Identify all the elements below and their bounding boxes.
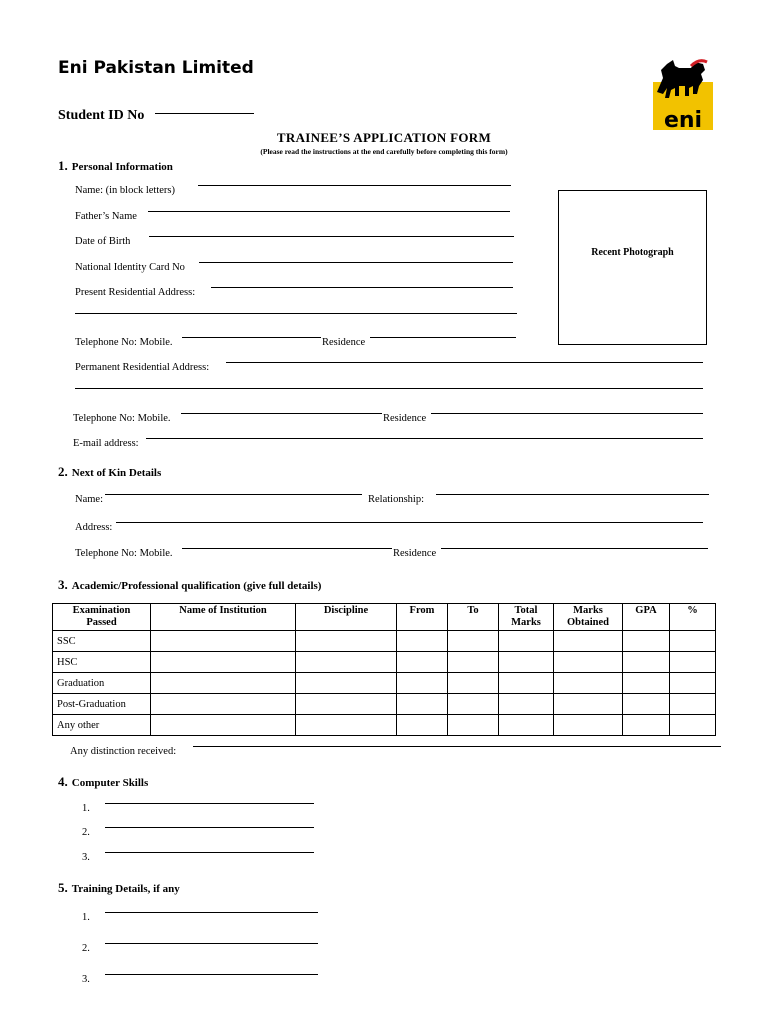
table-cell[interactable] bbox=[448, 631, 499, 652]
training-number-1: 1. bbox=[82, 912, 90, 923]
table-cell[interactable] bbox=[670, 652, 716, 673]
table-cell[interactable] bbox=[296, 694, 397, 715]
header-from: From bbox=[397, 604, 448, 631]
table-cell[interactable] bbox=[670, 715, 716, 736]
kin-telephone-mobile-label: Telephone No: Mobile. bbox=[75, 548, 173, 559]
six-legged-dog-logo-icon bbox=[651, 56, 715, 132]
header-total-marks: Total Marks bbox=[499, 604, 554, 631]
cnic-line[interactable] bbox=[199, 261, 513, 263]
row-label-any-other: Any other bbox=[53, 715, 151, 736]
table-cell[interactable] bbox=[448, 694, 499, 715]
table-cell[interactable] bbox=[151, 631, 296, 652]
table-cell[interactable] bbox=[397, 694, 448, 715]
table-cell[interactable] bbox=[499, 694, 554, 715]
father-name-line[interactable] bbox=[148, 210, 510, 212]
table-cell[interactable] bbox=[623, 652, 670, 673]
computer-skill-number-3: 3. bbox=[82, 852, 90, 863]
table-cell[interactable] bbox=[151, 715, 296, 736]
table-cell[interactable] bbox=[151, 694, 296, 715]
table-cell[interactable] bbox=[554, 694, 623, 715]
section-4-heading: 4. Computer Skills bbox=[58, 774, 149, 789]
table-row bbox=[53, 631, 716, 652]
present-address-label: Present Residential Address: bbox=[75, 287, 196, 298]
logo-text: eni bbox=[663, 108, 703, 132]
table-cell[interactable] bbox=[448, 673, 499, 694]
form-subtitle: (Please read the instructions at the end carefully before completing this form) bbox=[260, 147, 508, 156]
section-3-heading: 3. Academic/Professional qualification (give full details) bbox=[58, 577, 322, 592]
table-cell[interactable] bbox=[623, 673, 670, 694]
residence-2-line[interactable] bbox=[431, 412, 703, 414]
kin-name-line[interactable] bbox=[105, 493, 362, 495]
training-line-3[interactable] bbox=[105, 973, 318, 975]
table-row bbox=[53, 715, 716, 736]
telephone-mobile-2-line[interactable] bbox=[181, 412, 382, 414]
table-cell[interactable] bbox=[151, 652, 296, 673]
table-cell[interactable] bbox=[397, 715, 448, 736]
residence-line[interactable] bbox=[370, 336, 516, 338]
training-number-3: 3. bbox=[82, 974, 90, 985]
email-line[interactable] bbox=[146, 437, 703, 439]
table-cell[interactable] bbox=[296, 715, 397, 736]
row-label-ssc: SSC bbox=[53, 631, 151, 652]
row-label-hsc: HSC bbox=[53, 652, 151, 673]
permanent-address-line-1[interactable] bbox=[226, 361, 703, 363]
table-cell[interactable] bbox=[151, 673, 296, 694]
section-5-heading: 5. Training Details, if any bbox=[58, 880, 180, 895]
table-cell[interactable] bbox=[554, 715, 623, 736]
training-line-1[interactable] bbox=[105, 911, 318, 913]
row-label-post-graduation: Post-Graduation bbox=[53, 694, 151, 715]
table-cell[interactable] bbox=[670, 673, 716, 694]
eni-logo bbox=[651, 56, 715, 132]
table-cell[interactable] bbox=[499, 715, 554, 736]
section-1-heading: 1. Personal Information bbox=[58, 158, 173, 173]
table-cell[interactable] bbox=[296, 673, 397, 694]
table-cell[interactable] bbox=[554, 673, 623, 694]
permanent-address-label: Permanent Residential Address: bbox=[75, 362, 210, 373]
relationship-line[interactable] bbox=[436, 493, 709, 495]
computer-skill-number-1: 1. bbox=[82, 803, 90, 814]
kin-telephone-mobile-line[interactable] bbox=[182, 547, 392, 549]
present-address-line-1[interactable] bbox=[211, 286, 513, 288]
header-to: To bbox=[448, 604, 499, 631]
residence-2-label: Residence bbox=[383, 413, 427, 424]
dob-line[interactable] bbox=[149, 235, 514, 237]
training-line-2[interactable] bbox=[105, 942, 318, 944]
training-number-2: 2. bbox=[82, 943, 90, 954]
company-name: Eni Pakistan Limited bbox=[58, 58, 254, 78]
table-row bbox=[53, 694, 716, 715]
table-row bbox=[53, 673, 716, 694]
student-id-label: Student ID No bbox=[58, 108, 145, 123]
header-gpa: GPA bbox=[623, 604, 670, 631]
header-name-of-institution: Name of Institution bbox=[151, 604, 296, 631]
kin-residence-line[interactable] bbox=[441, 547, 708, 549]
table-cell[interactable] bbox=[499, 631, 554, 652]
table-cell[interactable] bbox=[499, 652, 554, 673]
kin-address-label: Address: bbox=[75, 522, 113, 533]
table-cell[interactable] bbox=[670, 694, 716, 715]
name-label: Name: (in block letters) bbox=[75, 185, 176, 196]
section-2-heading: 2. Next of Kin Details bbox=[58, 464, 162, 479]
kin-address-line[interactable] bbox=[116, 521, 703, 523]
relationship-label: Relationship: bbox=[368, 494, 424, 505]
name-line[interactable] bbox=[198, 184, 511, 186]
table-row bbox=[53, 652, 716, 673]
distinction-line[interactable] bbox=[193, 745, 721, 747]
photo-label: Recent Photograph bbox=[591, 247, 674, 258]
table-cell[interactable] bbox=[296, 631, 397, 652]
table-cell[interactable] bbox=[499, 673, 554, 694]
table-cell[interactable] bbox=[670, 631, 716, 652]
table-cell[interactable] bbox=[296, 652, 397, 673]
table-cell[interactable] bbox=[397, 652, 448, 673]
computer-skill-number-2: 2. bbox=[82, 827, 90, 838]
row-label-graduation: Graduation bbox=[53, 673, 151, 694]
telephone-mobile-label: Telephone No: Mobile. bbox=[75, 337, 173, 348]
qualification-header-row bbox=[53, 604, 716, 631]
dob-label: Date of Birth bbox=[75, 236, 131, 247]
table-cell[interactable] bbox=[623, 694, 670, 715]
header-discipline: Discipline bbox=[296, 604, 397, 631]
computer-skill-line-3[interactable] bbox=[105, 851, 314, 853]
table-cell[interactable] bbox=[554, 652, 623, 673]
table-cell[interactable] bbox=[554, 631, 623, 652]
father-name-label: Father’s Name bbox=[75, 211, 137, 222]
computer-skill-line-2[interactable] bbox=[105, 826, 314, 828]
computer-skill-line-1[interactable] bbox=[105, 802, 314, 804]
residence-label: Residence bbox=[322, 337, 366, 348]
form-title: TRAINEE’S APPLICATION FORM bbox=[276, 130, 492, 145]
header-examination-passed: Examination Passed bbox=[53, 604, 151, 631]
email-label: E-mail address: bbox=[73, 438, 139, 449]
photo-box[interactable] bbox=[558, 190, 707, 345]
kin-residence-label: Residence bbox=[393, 548, 437, 559]
header-marks-obtained: Marks Obtained bbox=[554, 604, 623, 631]
table-cell[interactable] bbox=[448, 715, 499, 736]
table-cell[interactable] bbox=[448, 652, 499, 673]
table-cell[interactable] bbox=[623, 631, 670, 652]
permanent-address-line-2[interactable] bbox=[75, 387, 703, 389]
student-id-line[interactable] bbox=[155, 112, 254, 114]
present-address-line-2[interactable] bbox=[75, 312, 517, 314]
table-cell[interactable] bbox=[397, 673, 448, 694]
distinction-label: Any distinction received: bbox=[70, 746, 177, 757]
table-cell[interactable] bbox=[397, 631, 448, 652]
telephone-mobile-line[interactable] bbox=[182, 336, 321, 338]
header-percent: % bbox=[670, 604, 716, 631]
cnic-label: National Identity Card No bbox=[75, 262, 185, 273]
telephone-mobile-2-label: Telephone No: Mobile. bbox=[73, 413, 171, 424]
qualification-table bbox=[52, 603, 716, 736]
kin-name-label: Name: bbox=[75, 494, 103, 505]
table-cell[interactable] bbox=[623, 715, 670, 736]
